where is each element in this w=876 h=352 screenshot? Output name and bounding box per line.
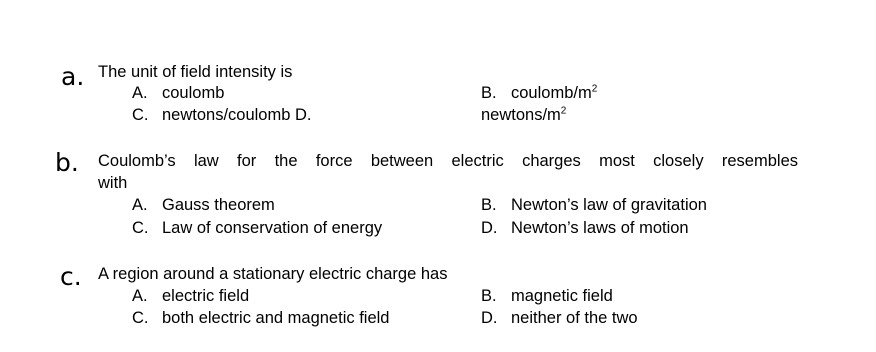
option-text: neither of the two	[511, 309, 638, 327]
option-text: magnetic field	[511, 287, 613, 305]
option-text: newtons/m	[481, 106, 561, 124]
option-letter: B.	[481, 196, 497, 214]
option-letter: B.	[481, 287, 497, 305]
option-text: both electric and magnetic field	[162, 309, 390, 327]
option-letter: A.	[132, 196, 148, 214]
question-a-option-b	[481, 84, 597, 103]
question-b-stem-line1: Coulomb’s law for the force between electric charges most closely resembles	[98, 152, 798, 170]
option-letter: C.	[132, 309, 149, 327]
option-text: newtons/coulomb D.	[162, 106, 312, 124]
question-c-stem: A region around a stationary electric charge has	[98, 265, 448, 283]
option-text: Law of conservation of energy	[162, 219, 383, 237]
question-c-option-b	[481, 287, 613, 306]
question-c-option-d	[481, 309, 638, 328]
question-a-stem: The unit of field intensity is	[98, 63, 293, 81]
superscript: 2	[591, 83, 598, 95]
question-c-marker: c.	[60, 262, 82, 291]
option-text: coulomb/m	[511, 84, 592, 102]
question-a-option-c	[132, 106, 312, 125]
question-b-option-d	[481, 219, 689, 238]
question-a-option-d	[481, 106, 566, 125]
question-b-marker: b.	[55, 148, 79, 177]
option-letter: A.	[132, 84, 148, 102]
option-text: Gauss theorem	[162, 196, 275, 214]
question-a-option-a	[132, 84, 224, 103]
question-b-option-b	[481, 196, 707, 215]
question-b-stem-line2: with	[98, 174, 128, 192]
superscript: 2	[560, 105, 567, 117]
question-c-option-c	[132, 309, 389, 328]
question-b-option-c	[132, 219, 382, 238]
question-c-option-a	[132, 287, 249, 306]
option-letter: A.	[132, 287, 148, 305]
question-a-marker: a.	[61, 62, 85, 91]
option-letter: C.	[132, 219, 149, 237]
option-letter: B.	[481, 84, 497, 102]
option-text: coulomb	[162, 84, 225, 102]
option-text: Newton’s laws of motion	[511, 219, 689, 237]
question-b-option-a	[132, 196, 275, 215]
option-letter: C.	[132, 106, 149, 124]
option-letter: D.	[481, 219, 498, 237]
option-letter: D.	[481, 309, 498, 327]
option-text: Newton’s law of gravitation	[511, 196, 707, 214]
option-text: electric field	[162, 287, 250, 305]
